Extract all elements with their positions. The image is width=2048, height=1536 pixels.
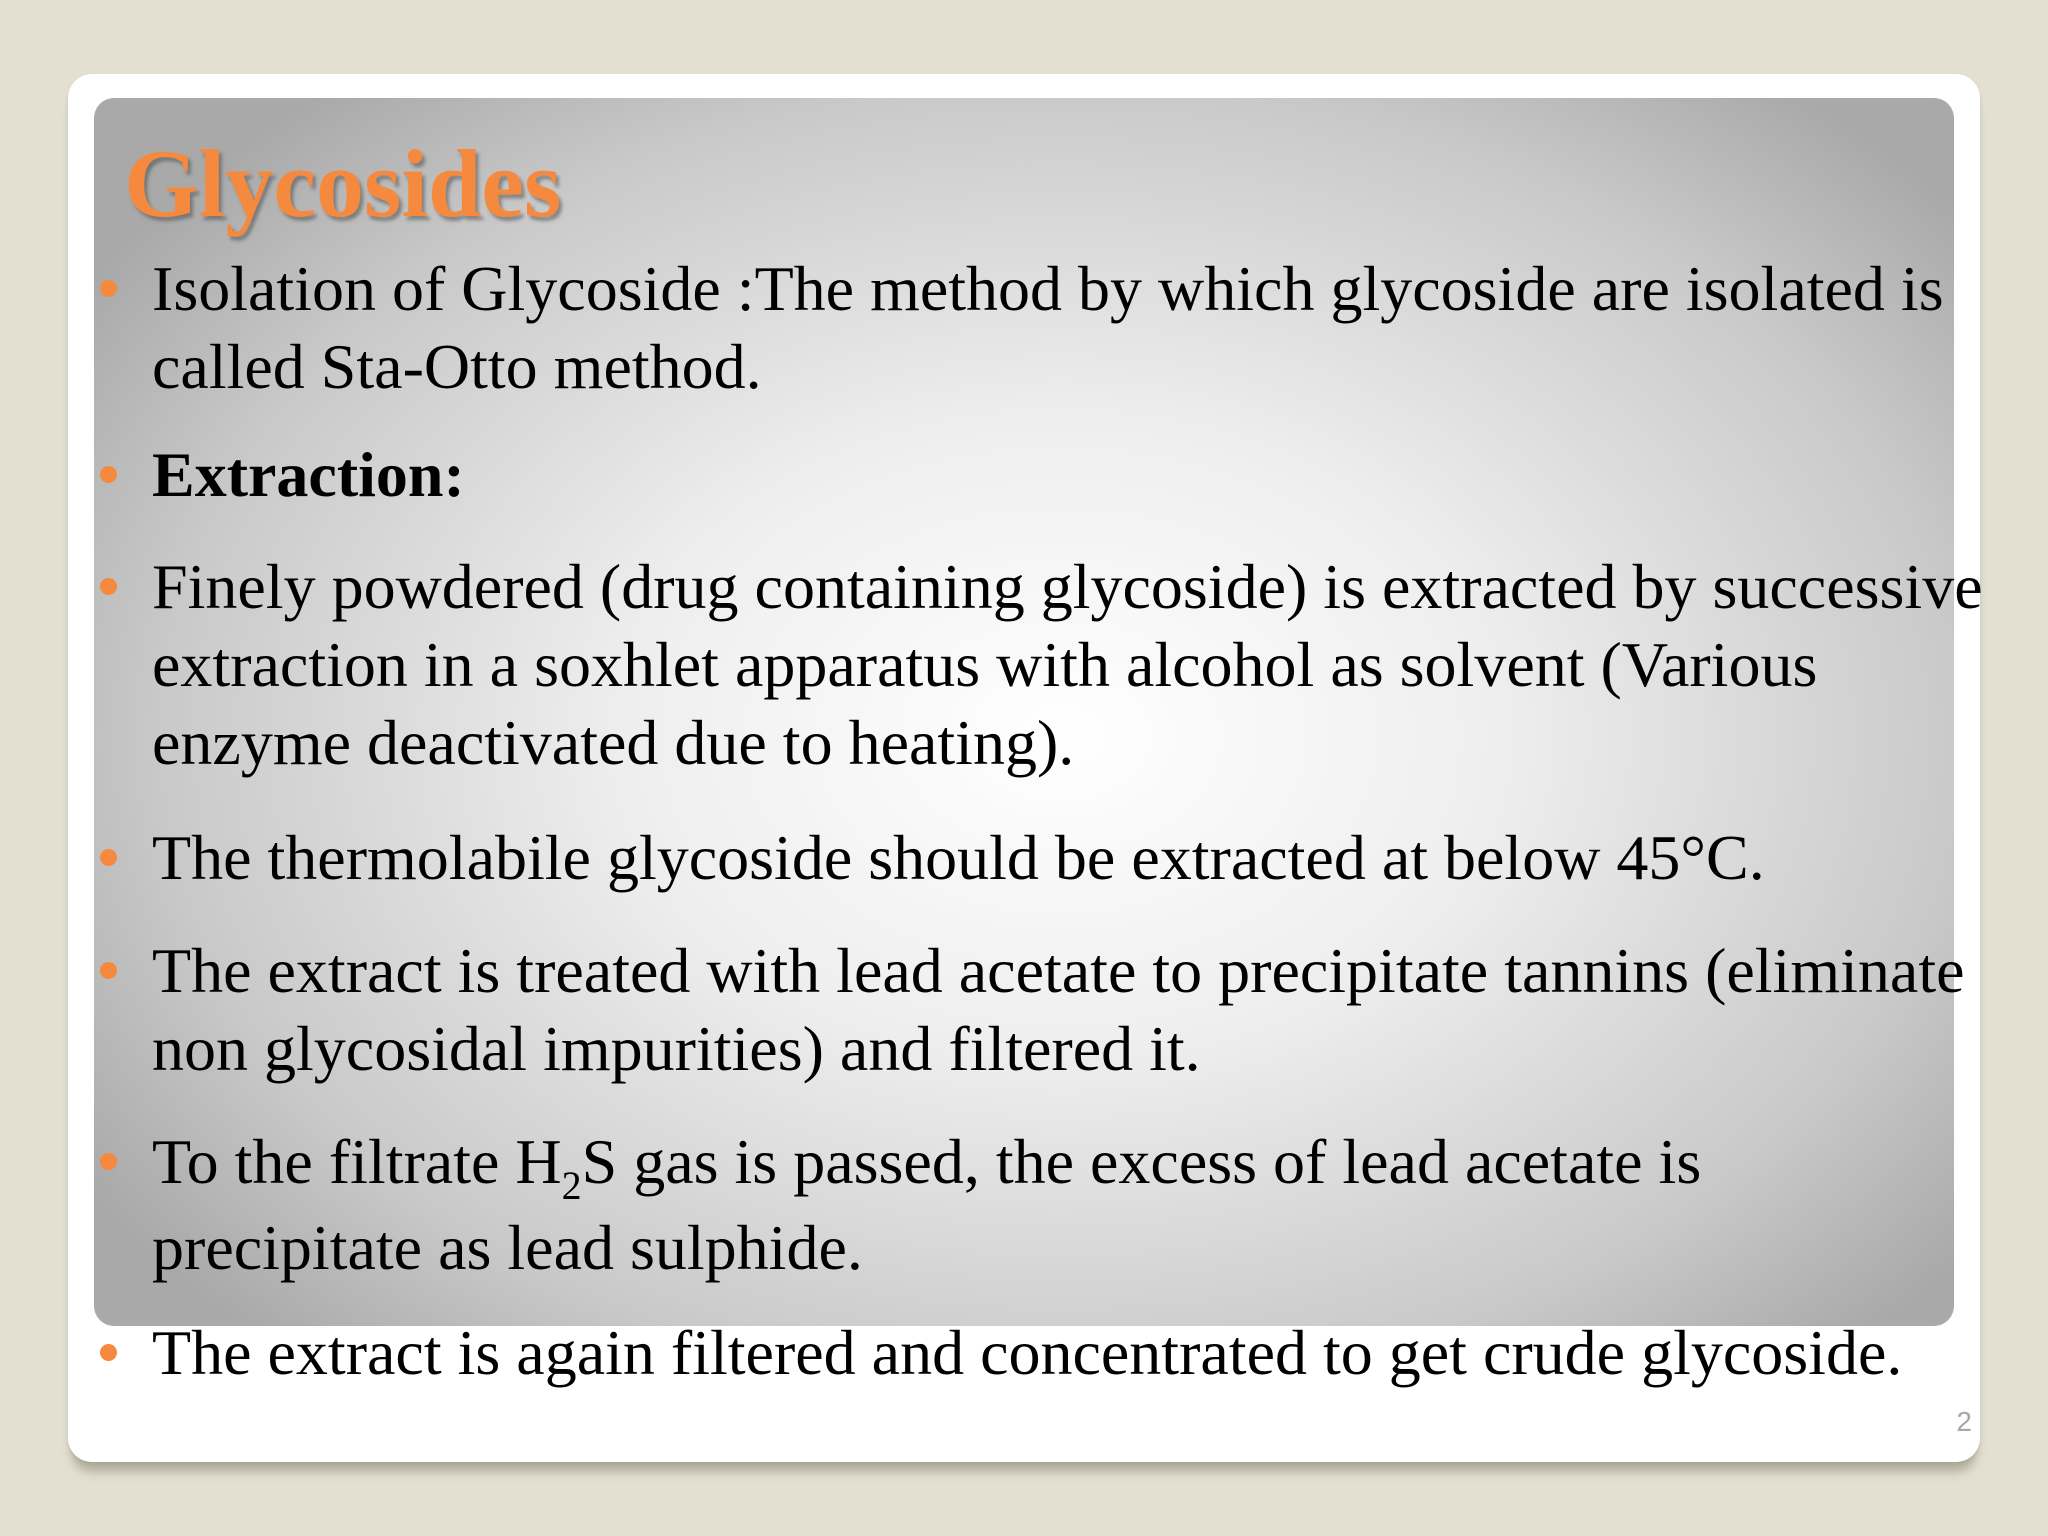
slide-title: Glycosides [124, 130, 562, 237]
bullet-line: The thermolabile glycoside should be extracted at below 45°C. [152, 822, 1765, 893]
bullet-dot-icon [100, 466, 117, 483]
bullet-h2s [152, 1123, 2032, 1287]
bullet-dot-icon [100, 849, 117, 866]
bullet-thermolabile [152, 819, 2032, 897]
bullet-dot-icon [100, 1344, 117, 1361]
bullet-dot-icon [100, 962, 117, 979]
bullet-line: Isolation of Glycoside :The method by which glycoside are isolated is [152, 253, 1944, 324]
bullet-line: The extract is again filtered and concentrated to get crude glycoside. [152, 1317, 1903, 1388]
bullet-line: Finely powdered (drug containing glycoside) is extracted by successive [152, 551, 1983, 622]
bullet-line: called Sta-Otto method. [152, 331, 762, 402]
bullet-dot-icon [100, 280, 117, 297]
subscript-2: 2 [561, 1163, 582, 1208]
page-number: 2 [1956, 1406, 1972, 1437]
bullet-line: Extraction: [152, 439, 465, 510]
bullet-soxhlet [152, 548, 2032, 782]
bullet-dot-icon [100, 578, 117, 595]
bullet-lead-acetate [152, 932, 2032, 1088]
bullet-line [152, 1123, 2032, 1209]
h2s-text-before: To the filtrate H [152, 1126, 562, 1197]
bullet-line: non glycosidal impurities) and filtered it. [152, 1013, 1201, 1084]
bullet-extraction-heading [152, 436, 2032, 514]
bullet-dot-icon [100, 1153, 117, 1170]
h2s-text-after: S gas is passed, the excess of lead acetate is [581, 1126, 1702, 1197]
bullet-line: enzyme deactivated due to heating). [152, 707, 1075, 778]
bullet-isolation [152, 250, 2032, 406]
bullet-crude-glycoside [152, 1314, 2032, 1392]
bullet-line: precipitate as lead sulphide. [152, 1212, 863, 1283]
bullet-line: The extract is treated with lead acetate to precipitate tannins (eliminate [152, 935, 1965, 1006]
bullet-line: extraction in a soxhlet apparatus with alcohol as solvent (Various [152, 629, 1818, 700]
